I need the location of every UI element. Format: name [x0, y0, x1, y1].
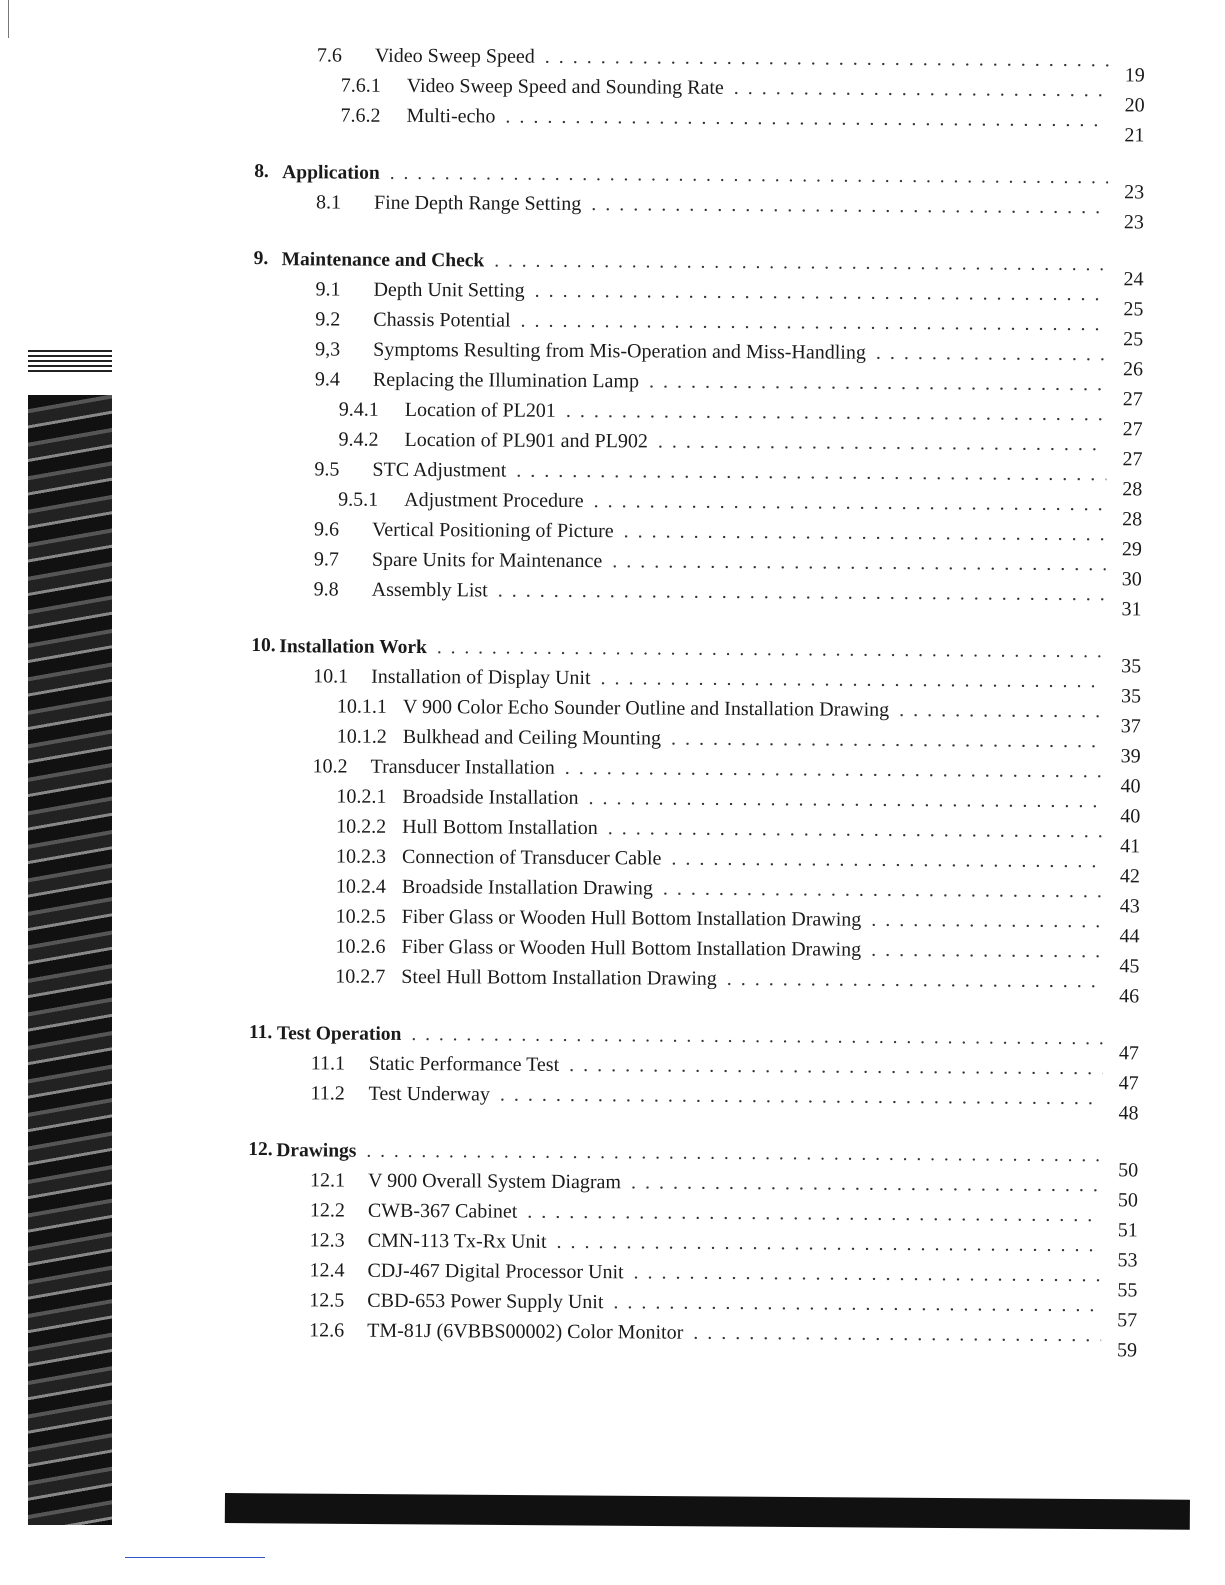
dot-leader — [516, 460, 1106, 487]
dot-leader — [565, 757, 1105, 783]
toc-entry — [248, 1082, 1139, 1125]
entry-number: 10.2.6 — [335, 935, 386, 958]
entry-title: Steel Hull Bottom Installation Drawing — [401, 965, 717, 990]
entry-title: Replacing the Illumination Lamp — [372, 368, 640, 393]
toc-section — [249, 634, 1142, 1008]
entry-page-number: 42 — [1119, 865, 1140, 888]
entry-number: 10.1.1 — [336, 695, 388, 718]
entry-page-number: 26 — [1122, 358, 1144, 381]
entry-title: Video Sweep Speed — [374, 44, 535, 68]
dot-leader — [671, 848, 1104, 874]
entry-title: Bulkhead and Ceiling Mounting — [402, 725, 662, 750]
entry-title: Broadside Installation — [402, 785, 579, 809]
dot-leader — [498, 579, 1106, 606]
entry-page-number: 31 — [1121, 598, 1142, 621]
dot-leader — [390, 163, 1109, 189]
entry-number: 10.2 — [312, 755, 348, 778]
entry-page-number: 35 — [1120, 685, 1142, 708]
entry-number: 10.2.3 — [335, 845, 387, 868]
entry-page-number: 23 — [1123, 211, 1144, 234]
entry-title: Installation of Display Unit — [371, 665, 591, 690]
entry-number: 9.6 — [313, 518, 340, 541]
dot-leader — [591, 193, 1108, 219]
entry-page-number: 55 — [1117, 1279, 1138, 1302]
entry-number: 10.2.5 — [335, 905, 386, 928]
entry-number: 10. — [251, 634, 276, 657]
entry-title: Symptoms Resulting from Mis-Operation and Miss-Handling — [373, 338, 866, 364]
entry-page-number: 35 — [1121, 655, 1142, 678]
toc-entry — [254, 104, 1145, 147]
entry-number: 9.4.1 — [338, 398, 379, 421]
dot-leader — [899, 699, 1105, 723]
toc-section — [252, 247, 1144, 621]
entry-page-number: 30 — [1121, 568, 1142, 591]
entry-page-number: 27 — [1122, 448, 1143, 471]
entry-number: 10.1 — [313, 665, 349, 688]
entry-number: 12.5 — [309, 1289, 345, 1312]
entry-page-number: 57 — [1117, 1309, 1138, 1332]
entry-page-number: 27 — [1122, 388, 1143, 411]
dot-leader — [649, 370, 1107, 396]
entry-page-number: 37 — [1120, 715, 1141, 738]
entry-number: 12.4 — [309, 1259, 345, 1282]
entry-page-number: 28 — [1122, 478, 1143, 501]
entry-title: V 900 Overall System Diagram — [367, 1169, 622, 1194]
dot-leader — [612, 550, 1106, 576]
entry-page-number: 50 — [1118, 1159, 1139, 1182]
entry-number: 9.5 — [314, 458, 340, 481]
dot-leader — [727, 968, 1104, 993]
entry-page-number: 45 — [1119, 955, 1140, 978]
entry-title: Video Sweep Speed and Sounding Rate — [406, 74, 724, 99]
entry-page-number: 47 — [1118, 1042, 1139, 1065]
entry-page-number: 41 — [1120, 835, 1141, 858]
entry-title: Test Operation — [276, 1023, 402, 1045]
toc-section — [247, 1138, 1139, 1362]
entry-number: 7.6.1 — [340, 74, 381, 97]
dot-leader — [566, 400, 1107, 426]
entry-number: 10.2.2 — [336, 815, 387, 838]
entry-page-number: 40 — [1120, 805, 1141, 828]
entry-page-number: 53 — [1117, 1249, 1138, 1272]
dot-leader — [588, 787, 1104, 813]
dot-leader — [505, 106, 1108, 133]
dot-leader — [594, 490, 1107, 516]
entry-number: 8.1 — [315, 191, 342, 214]
entry-number: 12.3 — [309, 1229, 345, 1252]
entry-number: 12. — [248, 1138, 273, 1161]
entry-number: 7.6 — [316, 44, 342, 67]
entry-page-number: 47 — [1118, 1072, 1139, 1095]
entry-number: 9.7 — [313, 548, 339, 571]
entry-page-number: 27 — [1122, 418, 1143, 441]
entry-title: Application — [282, 162, 380, 184]
entry-page-number: 28 — [1122, 508, 1143, 531]
entry-page-number: 40 — [1120, 775, 1141, 798]
entry-title: STC Adjustment — [372, 458, 507, 482]
dot-leader — [527, 1201, 1102, 1228]
dot-leader — [411, 1024, 1103, 1050]
entry-number: 10.2.4 — [335, 875, 386, 898]
entry-number: 10.2.1 — [336, 785, 387, 808]
dot-leader — [663, 878, 1104, 904]
entry-title: Fiber Glass or Wooden Hull Bottom Installation Drawing — [401, 935, 862, 961]
dot-leader — [545, 46, 1109, 72]
entry-page-number: 50 — [1117, 1189, 1139, 1212]
entry-title: Adjustment Procedure — [404, 488, 584, 513]
table-of-contents — [247, 44, 1145, 1381]
entry-page-number: 20 — [1124, 94, 1145, 117]
entry-number: 11.1 — [310, 1052, 346, 1075]
entry-page-number: 51 — [1117, 1219, 1138, 1242]
entry-title: Chassis Potential — [373, 308, 511, 332]
dot-leader — [871, 909, 1103, 933]
entry-title: V 900 Color Echo Sounder Outline and Installation Drawing — [402, 695, 890, 721]
entry-title: Connection of Transducer Cable — [401, 845, 662, 870]
entry-title: Static Performance Test — [368, 1052, 560, 1076]
entry-number: 9.4 — [314, 368, 341, 391]
dot-leader — [569, 1054, 1103, 1080]
entry-title: TM-81J (6VBBS00002) Color Monitor — [367, 1319, 684, 1344]
entry-page-number: 39 — [1120, 745, 1141, 768]
dot-leader — [613, 1291, 1101, 1317]
entry-page-number: 44 — [1119, 925, 1140, 948]
entry-title: Assembly List — [371, 578, 488, 602]
entry-page-number: 21 — [1124, 124, 1145, 147]
entry-title: Depth Unit Setting — [373, 278, 525, 302]
binding-strip-image — [28, 395, 112, 1525]
entry-number: 12.6 — [309, 1319, 345, 1342]
entry-title: Hull Bottom Installation — [402, 815, 598, 840]
entry-title: Test Underway — [368, 1082, 490, 1106]
entry-page-number: 24 — [1123, 268, 1144, 291]
entry-page-number: 43 — [1119, 895, 1140, 918]
entry-title: Fine Depth Range Setting — [373, 191, 582, 215]
toc-entry — [252, 578, 1142, 621]
entry-number: 10.2.7 — [335, 965, 386, 988]
entry-page-number: 23 — [1124, 181, 1145, 204]
entry-title: Location of PL201 — [404, 398, 556, 422]
entry-page-number: 48 — [1118, 1102, 1139, 1125]
entry-title: CWB-367 Cabinet — [367, 1199, 518, 1223]
entry-number: 9.5.1 — [338, 488, 379, 511]
entry-title: Broadside Installation Drawing — [401, 875, 653, 900]
entry-page-number: 46 — [1119, 985, 1140, 1008]
entry-number: 10.1.2 — [336, 725, 387, 748]
dot-leader — [494, 250, 1108, 276]
entry-number: 9.4.2 — [338, 428, 379, 451]
dot-leader — [658, 430, 1107, 456]
entry-number: 9.8 — [313, 578, 339, 601]
toc-section — [248, 1021, 1139, 1125]
entry-number: 8. — [254, 160, 269, 183]
entry-page-number: 25 — [1123, 298, 1144, 321]
dot-leader — [535, 280, 1108, 306]
toc-entry — [247, 1319, 1138, 1362]
dot-leader — [631, 1171, 1102, 1197]
entry-number: 7.6.2 — [340, 104, 381, 127]
entry-title: Maintenance and Check — [281, 249, 485, 272]
entry-page-number: 25 — [1123, 328, 1144, 351]
dot-leader — [500, 1084, 1103, 1111]
dot-leader — [871, 939, 1103, 963]
entry-number: 11. — [248, 1021, 273, 1044]
entry-number: 9.2 — [315, 308, 341, 331]
entry-page-number: 29 — [1121, 538, 1142, 561]
dot-leader — [520, 310, 1107, 337]
bottom-link-line — [125, 1557, 265, 1558]
dot-leader — [600, 667, 1105, 693]
entry-title: Installation Work — [279, 636, 427, 659]
binding-lines-decoration — [28, 350, 112, 372]
dot-leader — [366, 1141, 1102, 1167]
entry-title: CDJ-467 Digital Processor Unit — [367, 1259, 624, 1284]
scan-edge-mark — [8, 0, 9, 38]
toc-entry — [254, 191, 1144, 234]
bottom-rule — [225, 1493, 1190, 1530]
dot-leader — [624, 520, 1106, 546]
toc-section — [254, 160, 1145, 234]
entry-title: Multi-echo — [406, 104, 496, 128]
entry-page-number: 59 — [1116, 1339, 1138, 1362]
entry-title: CMN-113 Tx-Rx Unit — [367, 1229, 547, 1253]
entry-number: 11.2 — [310, 1082, 345, 1105]
dot-leader — [557, 1231, 1102, 1257]
toc-section — [254, 44, 1145, 147]
entry-title: Fiber Glass or Wooden Hull Bottom Installation Drawing — [401, 905, 862, 931]
entry-number: 9.1 — [315, 278, 341, 301]
entry-title: Vertical Positioning of Picture — [371, 518, 614, 543]
dot-leader — [693, 1322, 1101, 1347]
entry-title: Location of PL901 and PL902 — [404, 428, 648, 453]
entry-number: 12.2 — [309, 1199, 345, 1222]
entry-number: 12.1 — [309, 1169, 346, 1192]
entry-page-number: 19 — [1124, 64, 1145, 87]
toc-entry — [249, 965, 1140, 1008]
dot-leader — [671, 728, 1105, 754]
entry-title: Drawings — [276, 1140, 357, 1162]
entry-number: 9,3 — [315, 338, 341, 361]
entry-number: 9. — [253, 247, 269, 270]
dot-leader — [634, 1261, 1102, 1287]
dot-leader — [876, 342, 1107, 366]
dot-leader — [437, 637, 1106, 663]
entry-title: Spare Units for Maintenance — [371, 548, 603, 573]
dot-leader — [734, 77, 1109, 102]
dot-leader — [608, 817, 1105, 843]
entry-title: CBD-653 Power Supply Unit — [367, 1289, 604, 1314]
entry-title: Transducer Installation — [370, 755, 555, 779]
